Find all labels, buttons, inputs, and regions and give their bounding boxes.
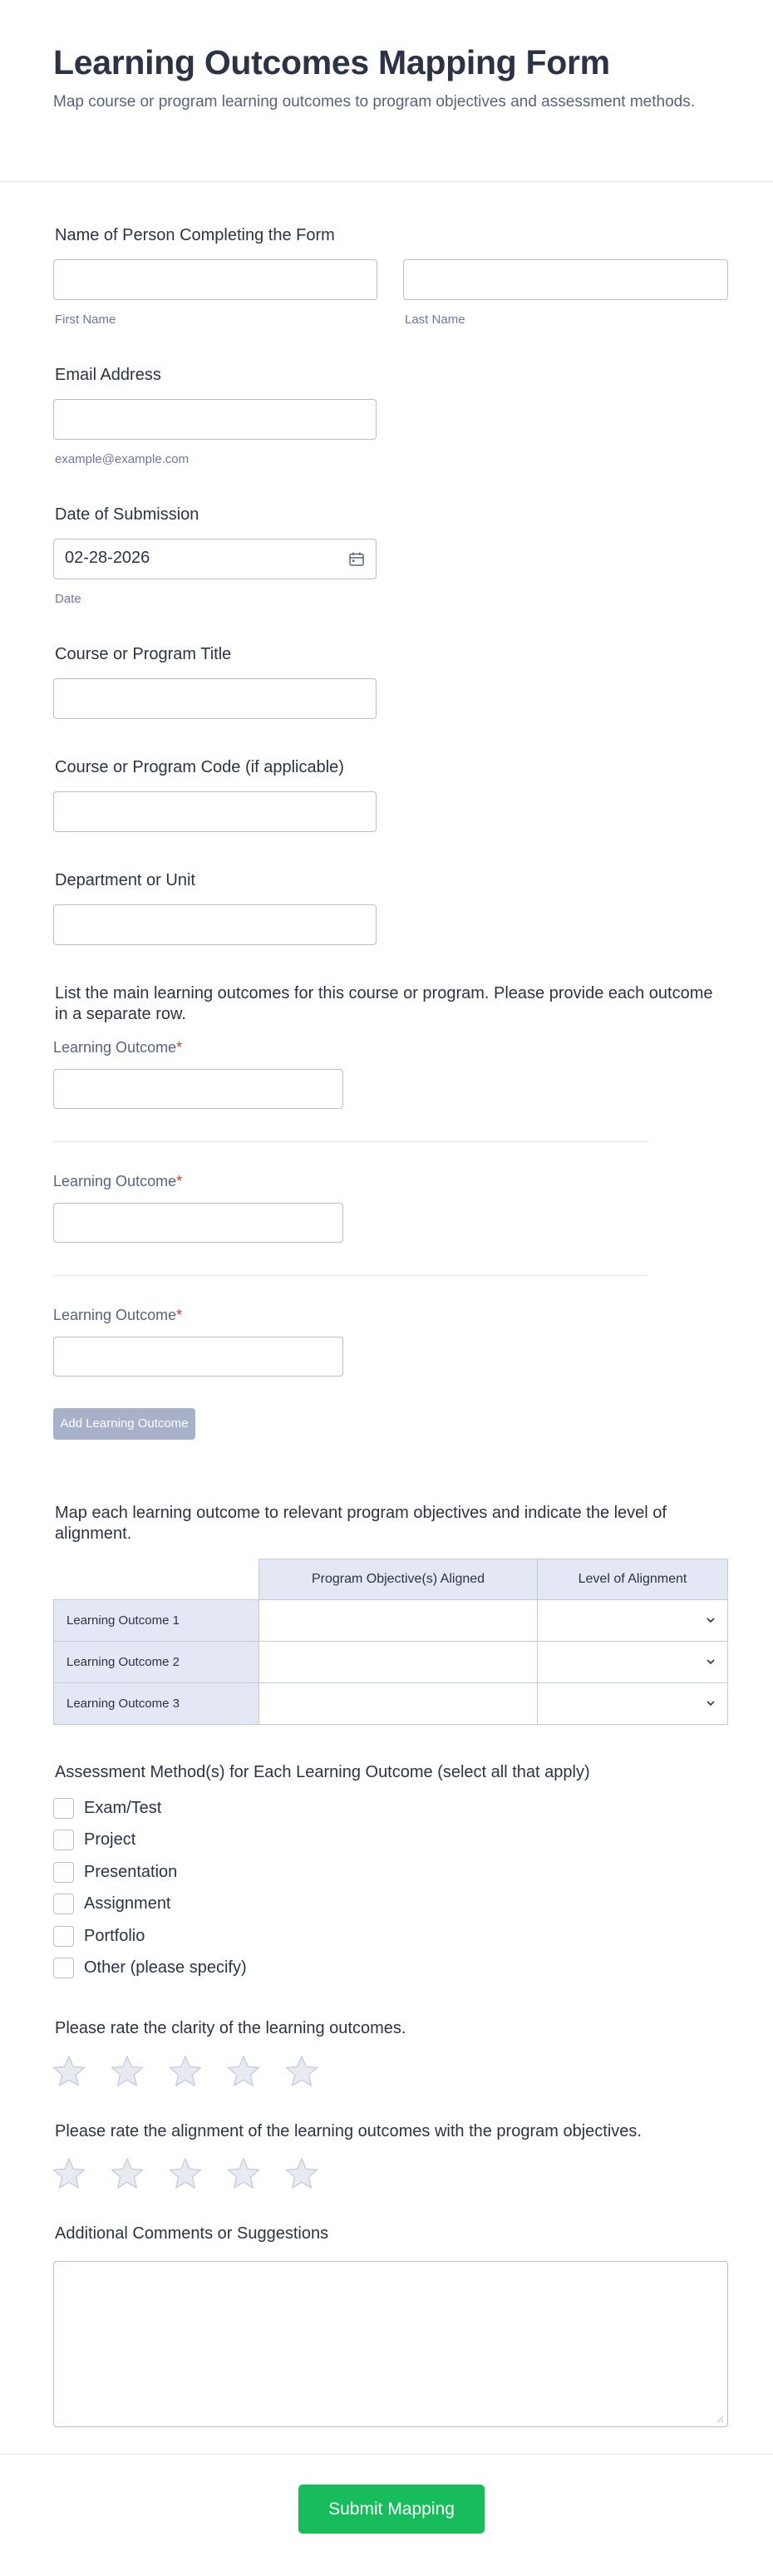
- footer-divider: [0, 2454, 773, 2455]
- matrix-col-level: Level of Alignment: [537, 1559, 728, 1600]
- comments-textarea[interactable]: [53, 2261, 728, 2427]
- chevron-down-icon: [706, 1657, 716, 1666]
- outcome-2-input[interactable]: [53, 1203, 343, 1243]
- first-name-input[interactable]: [53, 259, 377, 300]
- outcome-2-label: [53, 1173, 182, 1190]
- matrix-objective-input[interactable]: [258, 1641, 538, 1683]
- chevron-down-icon: [706, 1616, 716, 1624]
- course-title-input[interactable]: [53, 678, 377, 719]
- date-input[interactable]: [53, 539, 377, 579]
- course-code-input[interactable]: [53, 791, 377, 832]
- outcome-3-label: [53, 1307, 182, 1324]
- name-label: Name of Person Completing the Form: [55, 226, 335, 244]
- last-name-input[interactable]: [403, 259, 728, 300]
- checkbox-label: Exam/Test: [84, 1799, 162, 1817]
- outcome-1-label-text: Learning Outcome: [53, 1039, 177, 1056]
- outcome-1-label: [53, 1039, 182, 1057]
- checkbox[interactable]: [53, 1862, 74, 1883]
- calendar-icon[interactable]: [349, 552, 364, 566]
- star-icon[interactable]: [226, 2054, 261, 2089]
- email-label: Email Address: [55, 366, 161, 384]
- outcome-1-input[interactable]: [53, 1069, 343, 1109]
- date-sublabel: Date: [55, 592, 81, 606]
- matrix-level-select[interactable]: [537, 1599, 728, 1642]
- checkbox-label: Assignment: [84, 1894, 171, 1913]
- outcome-2-label-text: Learning Outcome: [53, 1173, 177, 1189]
- outcome-divider: [53, 1141, 648, 1142]
- chevron-down-icon: [706, 1699, 716, 1707]
- add-learning-outcome-button[interactable]: Add Learning Outcome: [53, 1408, 195, 1440]
- email-sublabel: example@example.com: [55, 452, 190, 466]
- checkbox-label: Project: [84, 1830, 136, 1849]
- form-header: [0, 0, 773, 182]
- matrix-level-select[interactable]: [537, 1682, 728, 1725]
- required-mark: *: [176, 1173, 183, 1189]
- date-value: 02-28-2026: [65, 549, 150, 567]
- rating-alignment-label: Please rate the alignment of the learning outcomes with the program objectives.: [55, 2122, 642, 2140]
- star-icon[interactable]: [168, 2156, 203, 2191]
- date-label: Date of Submission: [55, 505, 199, 524]
- checkbox[interactable]: [53, 1894, 74, 1914]
- department-label: Department or Unit: [55, 871, 195, 889]
- checkbox[interactable]: [53, 1798, 74, 1819]
- matrix-label: Map each learning outcome to relevant program objectives and indicate the level of alignment.: [55, 1504, 667, 1543]
- resize-grip-icon[interactable]: [716, 2415, 724, 2423]
- checkbox[interactable]: [53, 1958, 74, 1978]
- star-icon[interactable]: [110, 2156, 145, 2191]
- course-code-label: Course or Program Code (if applicable): [55, 758, 344, 776]
- required-mark: *: [176, 1307, 183, 1323]
- star-icon[interactable]: [284, 2054, 319, 2089]
- checkbox[interactable]: [53, 1830, 74, 1850]
- matrix-row-label: Learning Outcome 2: [53, 1641, 259, 1683]
- course-title-label: Course or Program Title: [55, 645, 232, 663]
- outcome-3-label-text: Learning Outcome: [53, 1307, 177, 1323]
- last-name-sublabel: Last Name: [405, 313, 465, 327]
- comments-label: Additional Comments or Suggestions: [55, 2224, 329, 2243]
- matrix-objective-input[interactable]: [258, 1599, 538, 1642]
- star-icon[interactable]: [168, 2054, 203, 2089]
- form-title: Learning Outcomes Mapping Form: [53, 43, 610, 81]
- alignment-matrix: [53, 1559, 728, 1726]
- outcomes-label: List the main learning outcomes for this course or program. Please provide each outcome in a separate row.: [55, 984, 713, 1023]
- checkbox-label: Portfolio: [84, 1927, 145, 1945]
- required-mark: *: [176, 1039, 183, 1056]
- matrix-col-objectives: Program Objective(s) Aligned: [258, 1559, 538, 1600]
- checkbox[interactable]: [53, 1926, 74, 1947]
- matrix-row-label: Learning Outcome 3: [53, 1682, 259, 1725]
- checkbox-label: Presentation: [84, 1863, 178, 1881]
- star-icon[interactable]: [226, 2156, 261, 2191]
- submit-button[interactable]: Submit Mapping: [298, 2485, 485, 2534]
- star-icon[interactable]: [52, 2156, 86, 2191]
- checkbox-label: Other (please specify): [84, 1958, 247, 1977]
- form-subtitle: Map course or program learning outcomes to program objectives and assessment methods.: [53, 93, 695, 111]
- department-input[interactable]: [53, 904, 377, 945]
- star-icon[interactable]: [110, 2054, 145, 2089]
- first-name-sublabel: First Name: [55, 313, 116, 327]
- outcome-3-input[interactable]: [53, 1337, 343, 1377]
- star-icon[interactable]: [52, 2054, 86, 2089]
- outcome-divider: [53, 1275, 648, 1276]
- email-input[interactable]: [53, 399, 377, 440]
- matrix-level-select[interactable]: [537, 1641, 728, 1683]
- rating-clarity-label: Please rate the clarity of the learning outcomes.: [55, 2019, 406, 2037]
- matrix-row-label: Learning Outcome 1: [53, 1599, 259, 1642]
- assessment-label: Assessment Method(s) for Each Learning Outcome (select all that apply): [55, 1763, 590, 1781]
- star-icon[interactable]: [284, 2156, 319, 2191]
- matrix-objective-input[interactable]: [258, 1682, 538, 1725]
